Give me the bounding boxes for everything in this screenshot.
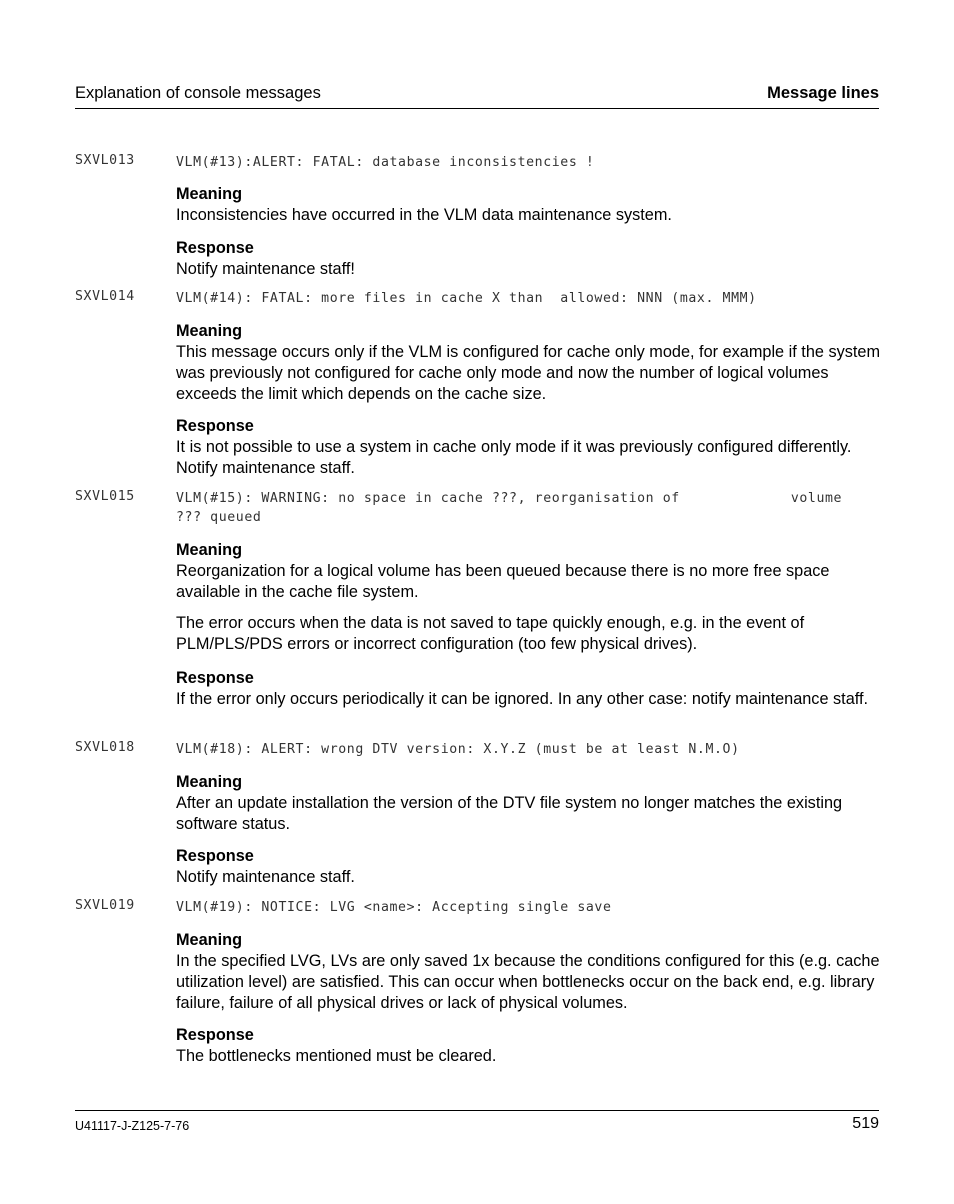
header-section-title: Explanation of console messages (75, 84, 321, 102)
message-code: SXVL014 (75, 289, 135, 304)
message-text: VLM(#14): FATAL: more files in cache X than allowed: NNN (max. MMM) (176, 291, 757, 306)
meaning-heading: Meaning (176, 322, 243, 340)
meaning-additional-paragraph (176, 613, 882, 655)
meaning-block (176, 930, 882, 1014)
message-text: VLM(#15): WARNING: no space in cache ???, reorganisation of volume ??? queued (176, 491, 843, 525)
meaning-text: In the specified LVG, LVs are only saved 1x because the conditions configured for this (e.g. cache utilization level) are satisfied. This can occur when bottlenecks occur on the back end, e.g. library failure, failure of all physical drives or lack of physical volumes. (176, 952, 880, 1012)
meaning-text: Inconsistencies have occurred in the VLM data maintenance system. (176, 206, 672, 224)
page-footer (75, 1110, 879, 1133)
meaning-text: After an update installation the version of the DTV file system no longer matches the existing software status. (176, 794, 843, 833)
meaning-heading: Meaning (176, 185, 243, 203)
meaning-text: The error occurs when the data is not saved to tape quickly enough, e.g. in the event of PLM/PLS/PDS errors or incorrect configuration (too few physical drives). (176, 614, 805, 653)
document-number: U41117-J-Z125-7-76 (75, 1119, 190, 1133)
meaning-block (176, 321, 882, 405)
response-heading: Response (176, 1026, 254, 1044)
page-header (75, 84, 879, 109)
response-text: Notify maintenance staff! (176, 260, 355, 278)
meaning-heading: Meaning (176, 773, 243, 791)
meaning-heading: Meaning (176, 541, 243, 559)
meaning-block (176, 772, 882, 835)
response-block (176, 416, 882, 479)
response-block (176, 668, 882, 710)
response-heading: Response (176, 417, 254, 435)
response-heading: Response (176, 669, 254, 687)
response-text: Notify maintenance staff. (176, 868, 355, 886)
response-block (176, 1025, 882, 1067)
meaning-text: Reorganization for a logical volume has been queued because there is no more free space available in the cache file system. (176, 562, 830, 601)
response-block (176, 846, 882, 888)
meaning-block (176, 540, 882, 603)
message-text: VLM(#19): NOTICE: LVG <name>: Accepting single save (176, 900, 612, 915)
page-number: 519 (852, 1115, 879, 1132)
message-code: SXVL018 (75, 740, 135, 755)
meaning-text: This message occurs only if the VLM is configured for cache only mode, for example if the system was previously not configured for cache only mode and now the number of logical volumes exceeds the limit which depends on the cache size. (176, 343, 881, 403)
header-chapter-title: Message lines (767, 84, 879, 102)
message-text: VLM(#13):ALERT: FATAL: database inconsistencies ! (176, 155, 595, 170)
response-block (176, 238, 882, 280)
response-text: It is not possible to use a system in cache only mode if it was previously configured differently. Notify maintenance staff. (176, 438, 852, 477)
message-code: SXVL013 (75, 153, 135, 168)
response-text: If the error only occurs periodically it can be ignored. In any other case: notify maintenance staff. (176, 690, 869, 708)
message-code: SXVL015 (75, 489, 135, 504)
meaning-block (176, 184, 882, 226)
response-text: The bottlenecks mentioned must be cleared. (176, 1047, 497, 1065)
response-heading: Response (176, 847, 254, 865)
response-heading: Response (176, 239, 254, 257)
message-text: VLM(#18): ALERT: wrong DTV version: X.Y.Z (must be at least N.M.O) (176, 742, 740, 757)
meaning-heading: Meaning (176, 931, 243, 949)
message-code: SXVL019 (75, 898, 135, 913)
